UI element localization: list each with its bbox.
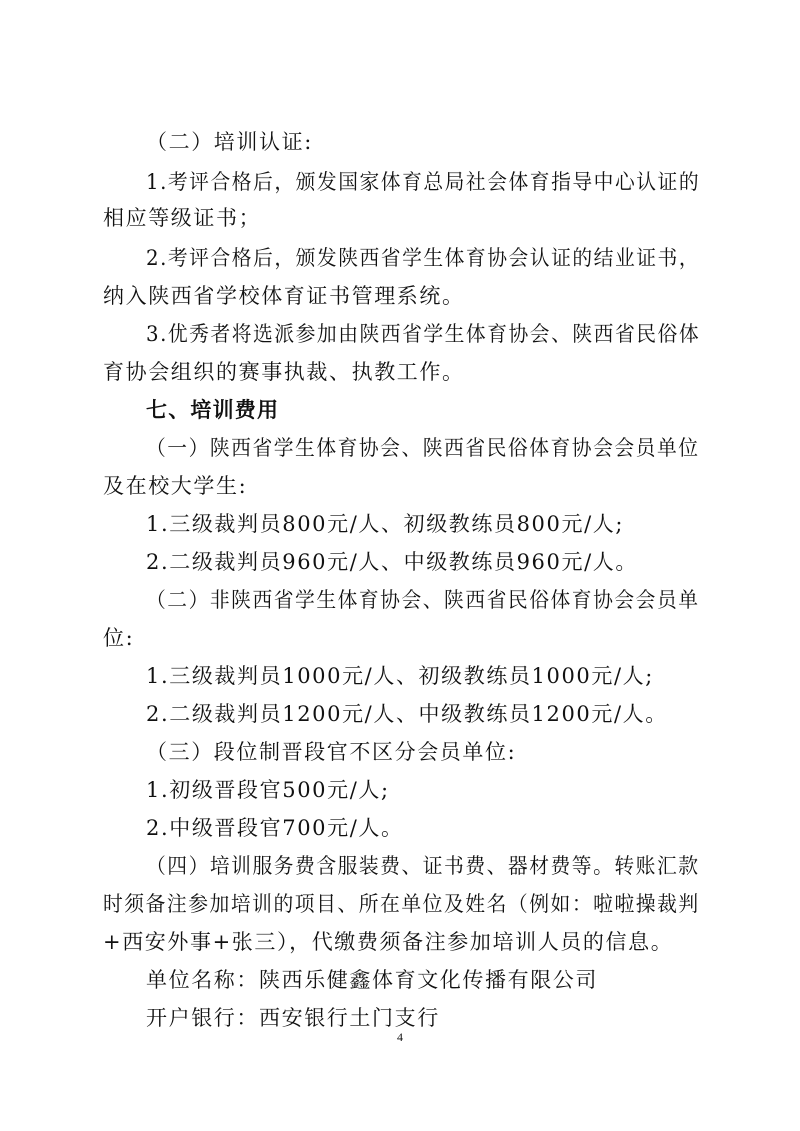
paragraph-line: （二）非陕西省学生体育协会、陕西省民俗体育协会会员单 bbox=[146, 588, 700, 612]
bank-name: 开户银行：西安银行土门支行 bbox=[146, 1006, 440, 1030]
paragraph-line: （一）陕西省学生体育协会、陕西省民俗体育协会会员单位 bbox=[146, 436, 700, 460]
paragraph-line: 育协会组织的赛事执裁、执教工作。 bbox=[103, 360, 465, 384]
paragraph-line: 及在校大学生: bbox=[103, 474, 248, 498]
page-number: 4 bbox=[397, 1030, 403, 1044]
paragraph-line: 1.考评合格后，颁发国家体育总局社会体育指导中心认证的 bbox=[146, 170, 701, 194]
paragraph-line: 相应等级证书； bbox=[103, 206, 262, 230]
paragraph-line: 2.考评合格后，颁发陕西省学生体育协会认证的结业证书， bbox=[146, 246, 701, 270]
paragraph-line: （三）段位制晋段官不区分会员单位: bbox=[146, 740, 517, 764]
section-heading-training-certification: （二）培训认证: bbox=[146, 130, 313, 154]
payee-name: 单位名称：陕西乐健鑫体育文化传播有限公司 bbox=[146, 968, 598, 992]
fee-item: 2.二级裁判员960元/人、中级教练员960元/人。 bbox=[146, 550, 638, 574]
fee-item: 2.二级裁判员1200元/人、中级教练员1200元/人。 bbox=[146, 702, 668, 726]
paragraph-line: 纳入陕西省学校体育证书管理系统。 bbox=[103, 284, 465, 308]
paragraph-line: +西安外事+张三），代缴费须备注参加培训人员的信息。 bbox=[103, 930, 674, 954]
fee-item: 2.中级晋段官700元/人。 bbox=[146, 816, 404, 840]
paragraph-line: 位: bbox=[103, 626, 135, 650]
fee-item: 1.三级裁判员1000元/人、初级教练员1000元/人; bbox=[146, 664, 654, 688]
paragraph-line: （四）培训服务费含服装费、证书费、器材费等。转账汇款 bbox=[146, 854, 700, 878]
fee-item: 1.三级裁判员800元/人、初级教练员800元/人; bbox=[146, 512, 625, 536]
section-heading-training-fees: 七、培训费用 bbox=[146, 398, 280, 422]
fee-item: 1.初级晋段官500元/人; bbox=[146, 778, 390, 802]
paragraph-line: 3.优秀者将选派参加由陕西省学生体育协会、陕西省民俗体 bbox=[146, 322, 701, 346]
paragraph-line: 时须备注参加培训的项目、所在单位及姓名（例如：啦啦操裁判 bbox=[103, 892, 700, 916]
